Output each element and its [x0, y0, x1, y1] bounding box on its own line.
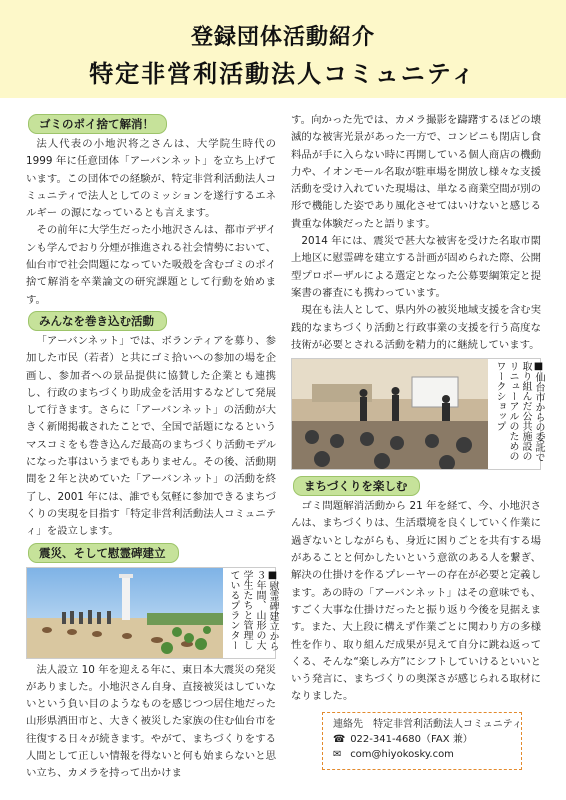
photo-memorial-planters [26, 567, 276, 659]
section-heading-litter: ゴミのポイ捨て解消！ [28, 114, 167, 134]
contact-email-row [333, 747, 511, 762]
photo-workshop [291, 358, 544, 470]
section-heading-enjoy: まちづくりを楽しむ [293, 476, 420, 496]
workshop-photo [292, 359, 488, 469]
mail-icon: ✉ [333, 749, 342, 760]
right-column [291, 112, 544, 706]
paragraph: 「アーバンネット」では、ボランティアを募り、参加した市民（若者）と共にゴミ拾いへの参加の場を企画し、参加者への景品提供に協賛した企業とも連携し、行政のまちづくり助成金を活用するなどして発展して行きます。さらに「アーバンネット」の活動が大きく新聞掲載されたことで、全国で話題になるというマスコミをも巻き込んだ最高のまちづくり活動モデルになった事はいうまでもありません。その後、活動期間を２年と決めていた「アーバンネット」の活動を終了し、2001 年には、誰でも気軽に参加できるまちづくりの実現を目指す「特定非営利活動法人コミュニティ」を設立します。 [26, 334, 276, 538]
organization-name: 特定非営利活動法人コミュニティ [89, 60, 477, 88]
photo-caption-memorial: ■慰霊碑建立から３年間、山形の大学生たちと管理しているプランター [228, 569, 278, 651]
contact-phone-row [333, 732, 511, 747]
memorial-photo [27, 568, 223, 658]
contact-label: 連絡先 特定非営利活動法人コミュニティ [333, 719, 522, 730]
phone-icon: ☎ [333, 734, 346, 745]
paragraph: 法人設立 10 年を迎える年に、東日本大震災の発災がありました。小地沢さん自身、直接被災はしていないという負い目のようなものを感じつつ居住地だった山形県酒田市と、大きく被災した家族の住む仙台市を往復する日々が続きます。やがて、まちづくりをする人間として正しい情報を得ないと何も始まらないと思い立ち、カメラを持って出かけま [26, 663, 276, 780]
left-column [26, 112, 276, 783]
paragraph: ゴミ問題解消活動から 21 年を経て、今、小地沢さんは、まちづくりは、生活環境を良くしていく作業に過ぎないとしながらも、身近に困りごとを共有する場があることと何かしたいという意欲のある人を繋ぎ、解決の仕掛けを作るプレーヤーの存在が必要と定義します。あの時の「アーバンネット」はその意味でも、すごく大事な仕掛けだったと振り返り今後を見据えます。また、大上段に構えず作業ごとに関わり方の多様性を作り、取り組んだ成果が見えて自分に跳ね返ってくる、そんな“楽しみ方”にシフトしていけるといいという発言に、まちづくりの奥深さが感じられる取材になりました。 [291, 500, 541, 703]
paragraph: その前年に大学生だった小地沢さんは、都市デザインも学んでおり分煙が推進される社会情勢において、仙台市で社会問題になっていた吸殻を含むゴミのポイ捨て解消を卒業論文の研究課題として行動を始めます。 [26, 224, 276, 306]
page-title: 登録団体活動紹介 [190, 25, 375, 50]
contact-box [322, 712, 522, 770]
paragraph: す。向かった先では、カメラ撮影を躊躇するほどの壊滅的な被害光景があった一方で、コンビニも閉店し食料品が手に入らない時に再開している個人商店の機動力や、イオンモール名取が駐車場を開放し様々な支援活動を受け入れていた現場は、単なる商業空間が別の形で機能した姿であり風化させてはいけないと感じる貴重な体験だったと語ります。 [291, 114, 541, 230]
paragraph: 法人代表の小地沢将之さんは、大学院生時代の1999 年に任意団体「アーバンネット」を立ち上げています。この団体での経験が、特定非営利活動法人コミュニティで法人としてのミッションを遂行するエネルギー の源になっているとも言えます。 [26, 138, 276, 220]
contact-email[interactable]: com@hiyokosky.com [350, 749, 454, 760]
contact-phone: 022-341-4680（FAX 兼） [350, 734, 473, 745]
header-banner [0, 0, 566, 98]
paragraph: 2014 年には、震災で甚大な被害を受けた名取市閖上地区に慰霊碑を建立する計画が固められた際、公開型プロポーザルによる選定となった公募要綱策定と提案書の審査にも携わっています。 [291, 235, 541, 299]
photo-caption-workshop: ■仙台市からの委託で取り組んだ公共施設のリニューアルのためのワークショップ [494, 361, 544, 463]
section-heading-involve: みんなを巻き込む活動 [28, 311, 167, 331]
section-heading-disaster: 震災、そして慰霊碑建立 [28, 543, 179, 563]
paragraph: 現在も法人として、県内外の被災地域支援を含む実践的なまちづくり活動と行政事業の支援を行う高度な技術が必要とされる活動を精力的に継続しています。 [291, 304, 541, 351]
